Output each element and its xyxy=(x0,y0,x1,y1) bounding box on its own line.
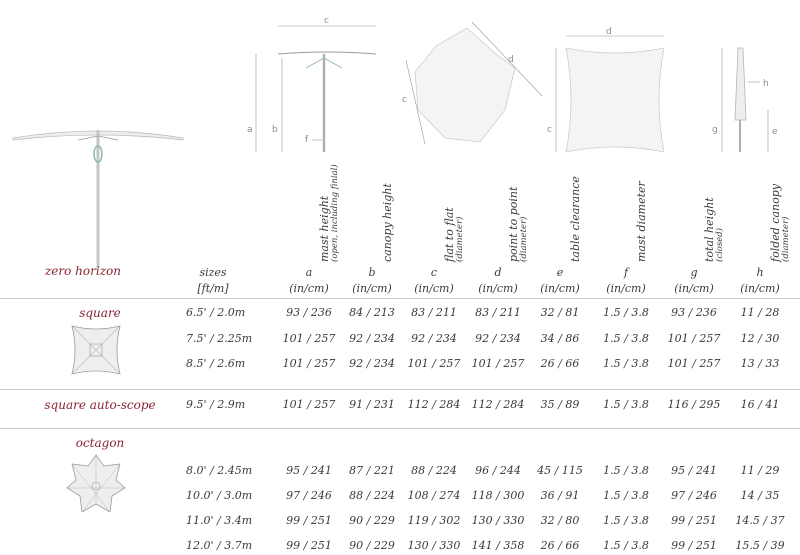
value-cell-g: 101 / 257 xyxy=(667,357,721,370)
value-cell-d: 83 / 211 xyxy=(475,306,521,319)
column-label-d: point to point xyxy=(507,186,520,262)
column-letter-c: c xyxy=(430,266,438,279)
value-cell-e: 34 / 86 xyxy=(540,332,580,345)
column-sublabel-c: (diameter) xyxy=(455,216,465,262)
value-cell-c: 83 / 211 xyxy=(411,306,457,319)
column-letter-b: b xyxy=(368,266,376,279)
value-cell-g: 101 / 257 xyxy=(667,332,721,345)
column-unit-d: (in/cm) xyxy=(478,282,518,295)
label-d-octagon: d xyxy=(508,55,514,65)
value-cell-f: 1.5 / 3.8 xyxy=(603,539,649,552)
value-cell-e: 26 / 66 xyxy=(540,357,580,370)
column-header-b xyxy=(364,170,400,262)
label-b: b xyxy=(272,125,278,135)
column-header-g xyxy=(686,170,725,262)
column-unit-c: (in/cm) xyxy=(414,282,454,295)
value-cell-d: 96 / 244 xyxy=(475,464,521,477)
value-cell-f: 1.5 / 3.8 xyxy=(603,332,649,345)
value-cell-a: 101 / 257 xyxy=(282,357,336,370)
octagon-top-view-diagram xyxy=(402,22,542,144)
value-cell-b: 92 / 234 xyxy=(349,357,395,370)
column-sublabel-g: (closed) xyxy=(715,227,725,262)
header-divider xyxy=(0,298,800,299)
label-c-top: c xyxy=(324,16,329,26)
value-cell-c: 130 / 330 xyxy=(407,539,461,552)
value-cell-h: 12 / 30 xyxy=(740,332,780,345)
dimension-diagrams xyxy=(240,10,800,160)
size-cell: 7.5' / 2.25m xyxy=(186,332,253,345)
column-unit-e: (in/cm) xyxy=(540,282,580,295)
label-c-octagon: c xyxy=(402,95,407,105)
value-cell-g: 99 / 251 xyxy=(671,514,717,527)
value-cell-c: 108 / 274 xyxy=(407,489,461,502)
value-cell-e: 32 / 81 xyxy=(540,306,580,319)
value-cell-c: 88 / 224 xyxy=(411,464,457,477)
value-cell-h: 11 / 29 xyxy=(740,464,780,477)
value-cell-e: 45 / 115 xyxy=(537,464,583,477)
column-sublabel-h: (diameter) xyxy=(781,216,791,262)
column-letter-g: g xyxy=(690,266,698,279)
column-header-d xyxy=(490,170,529,262)
value-cell-g: 95 / 241 xyxy=(671,464,717,477)
value-cell-d: 141 / 358 xyxy=(471,539,525,552)
value-cell-b: 90 / 229 xyxy=(349,539,395,552)
group-label-square: square xyxy=(79,306,121,320)
column-unit-b: (in/cm) xyxy=(352,282,392,295)
label-d-square: d xyxy=(606,27,612,37)
column-label-g: total height xyxy=(703,197,716,262)
column-header-f xyxy=(618,170,654,262)
value-cell-b: 91 / 231 xyxy=(349,398,395,411)
value-cell-c: 119 / 302 xyxy=(407,514,461,527)
value-cell-h: 13 / 33 xyxy=(740,357,780,370)
column-letter-a: a xyxy=(305,266,313,279)
value-cell-h: 16 / 41 xyxy=(740,398,780,411)
value-cell-a: 99 / 251 xyxy=(286,539,332,552)
size-cell: 12.0' / 3.7m xyxy=(186,539,253,552)
sizes-label: sizes xyxy=(199,266,227,279)
value-cell-f: 1.5 / 3.8 xyxy=(603,398,649,411)
value-cell-e: 35 / 89 xyxy=(540,398,580,411)
value-cell-a: 97 / 246 xyxy=(286,489,332,502)
value-cell-h: 14.5 / 37 xyxy=(735,514,785,527)
size-cell: 8.0' / 2.45m xyxy=(186,464,253,477)
column-letter-d: d xyxy=(494,266,502,279)
size-cell: 9.5' / 2.9m xyxy=(186,398,246,411)
column-unit-a: (in/cm) xyxy=(289,282,329,295)
column-label-c: flat to flat xyxy=(443,207,456,262)
value-cell-d: 92 / 234 xyxy=(475,332,521,345)
column-header-a xyxy=(301,164,340,262)
value-cell-a: 99 / 251 xyxy=(286,514,332,527)
value-cell-g: 93 / 236 xyxy=(671,306,717,319)
value-cell-f: 1.5 / 3.8 xyxy=(603,514,649,527)
group-label-square-auto-scope: square auto-scope xyxy=(44,398,156,412)
column-letter-e: e xyxy=(556,266,564,279)
size-cell: 8.5' / 2.6m xyxy=(186,357,246,370)
value-cell-c: 112 / 284 xyxy=(407,398,461,411)
value-cell-a: 95 / 241 xyxy=(286,464,332,477)
square-canopy-icon xyxy=(68,322,124,378)
value-cell-b: 88 / 224 xyxy=(349,489,395,502)
group-label-octagon: octagon xyxy=(75,436,125,450)
column-label-h: folded canopy xyxy=(769,184,782,262)
value-cell-e: 32 / 80 xyxy=(540,514,580,527)
value-cell-d: 118 / 300 xyxy=(471,489,525,502)
closed-umbrella-diagram xyxy=(712,48,778,152)
value-cell-f: 1.5 / 3.8 xyxy=(603,464,649,477)
value-cell-d: 130 / 330 xyxy=(471,514,525,527)
value-cell-b: 87 / 221 xyxy=(349,464,395,477)
value-cell-f: 1.5 / 3.8 xyxy=(603,306,649,319)
value-cell-a: 101 / 257 xyxy=(282,398,336,411)
column-sublabel-a: (open, including finial) xyxy=(330,164,340,262)
label-c-square: c xyxy=(547,125,552,135)
size-cell: 11.0' / 3.4m xyxy=(186,514,253,527)
value-cell-a: 101 / 257 xyxy=(282,332,336,345)
size-cell: 10.0' / 3.0m xyxy=(186,489,253,502)
value-cell-b: 92 / 234 xyxy=(349,332,395,345)
column-unit-h: (in/cm) xyxy=(740,282,780,295)
size-cell: 6.5' / 2.0m xyxy=(186,306,246,319)
octagon-canopy-icon xyxy=(64,452,128,516)
column-header-e xyxy=(552,170,588,262)
column-sublabel-d: (diameter) xyxy=(519,216,529,262)
value-cell-f: 1.5 / 3.8 xyxy=(603,357,649,370)
value-cell-c: 92 / 234 xyxy=(411,332,457,345)
square-divider xyxy=(0,389,800,390)
value-cell-g: 116 / 295 xyxy=(667,398,721,411)
column-unit-f: (in/cm) xyxy=(606,282,646,295)
sizes-unit: [ft/m] xyxy=(197,282,229,295)
autoscope-divider xyxy=(0,428,800,429)
value-cell-b: 90 / 229 xyxy=(349,514,395,527)
column-label-a: mast height xyxy=(318,195,331,262)
product-title: zero horizon xyxy=(44,264,121,278)
column-label-f: mast diameter xyxy=(635,181,648,262)
label-h: h xyxy=(763,79,769,89)
square-top-view-diagram xyxy=(547,27,664,152)
value-cell-e: 26 / 66 xyxy=(540,539,580,552)
value-cell-h: 11 / 28 xyxy=(740,306,780,319)
label-f: f xyxy=(305,135,309,145)
column-label-e: table clearance xyxy=(569,176,582,262)
column-unit-g: (in/cm) xyxy=(674,282,714,295)
column-header-c xyxy=(426,170,465,262)
label-a: a xyxy=(247,125,253,135)
value-cell-h: 14 / 35 xyxy=(740,489,780,502)
value-cell-c: 101 / 257 xyxy=(407,357,461,370)
column-header-h xyxy=(752,170,791,262)
column-letter-f: f xyxy=(623,266,629,279)
value-cell-d: 112 / 284 xyxy=(471,398,525,411)
column-label-b: canopy height xyxy=(381,183,394,262)
label-g: g xyxy=(712,125,718,135)
label-e: e xyxy=(772,127,778,137)
value-cell-a: 93 / 236 xyxy=(286,306,332,319)
column-letter-h: h xyxy=(756,266,764,279)
value-cell-d: 101 / 257 xyxy=(471,357,525,370)
value-cell-b: 84 / 213 xyxy=(349,306,395,319)
value-cell-g: 97 / 246 xyxy=(671,489,717,502)
value-cell-g: 99 / 251 xyxy=(671,539,717,552)
umbrella-side-illustration xyxy=(8,120,188,270)
value-cell-h: 15.5 / 39 xyxy=(735,539,785,552)
sizes-header xyxy=(178,266,248,295)
side-view-diagram xyxy=(247,16,376,152)
value-cell-f: 1.5 / 3.8 xyxy=(603,489,649,502)
value-cell-e: 36 / 91 xyxy=(540,489,580,502)
